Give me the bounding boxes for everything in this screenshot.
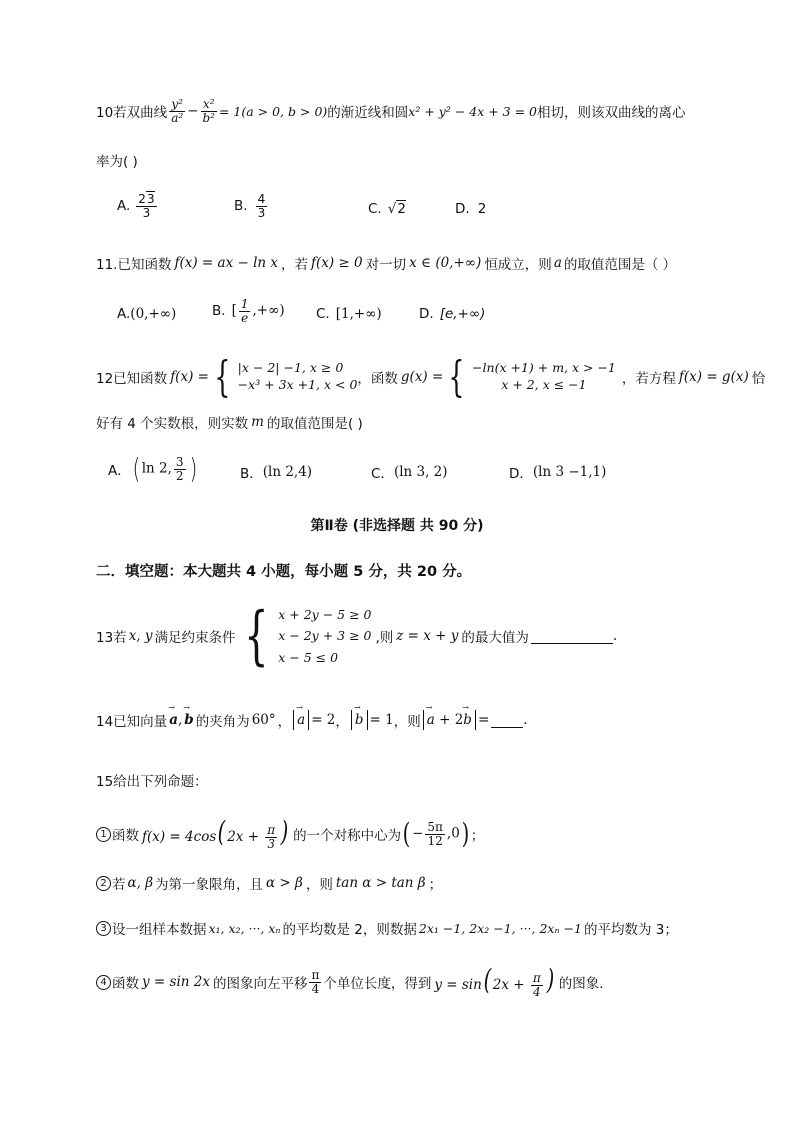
q12-line1: 12已知函数 f(x) = { |x − 2| −1, x ≥ 0 −x³ + 3x +1, x < 0 ，函数 g(x) = { −ln(x +1) + m, x > −1 x + 2, x ≤ −1 ，若方程 f(x) = g(x) 恰 [96, 352, 766, 401]
q11-option-d[interactable]: D. [e,+∞) [419, 306, 486, 322]
q12-option-a[interactable]: A． ( ln 2, $\frac{3}{2}$ ) [108, 452, 197, 485]
q14-answer-blank[interactable] [491, 713, 523, 728]
q10-option-d[interactable]: D. 2 [455, 201, 487, 217]
q10-suffix: 相切，则该双曲线的离心 [537, 105, 686, 122]
q15-item-4: 4 函数 y = sin 2x 的图象向左平移 $\frac{\pi}{4}$ 个单位长度，得到 y = sin( 2x + $\frac{\pi}{4}$ ) 的图象. [96, 966, 604, 999]
q15-item-3: 3 设一组样本数据 x₁, x₂, ···, xₙ 的平均数是 2，则数据 2x₁ −1, 2x₂ −1, ···, 2xₙ −1 的平均数为 3； [96, 918, 678, 938]
q11-option-a[interactable]: A. (0,+∞) [117, 306, 177, 322]
q10-frac1: $\frac{\text{y²}}{\text{a²}}$ [171, 97, 184, 125]
q11-option-b[interactable]: B. [ $\frac{1}{e}$ ,+∞) [212, 297, 285, 325]
q12-option-c[interactable]: C． (ln 3, 2) [371, 464, 448, 482]
q10-line1: 10若双曲线 $\frac{\text{y²}}{\text{a²}}$ − $\frac{\text{x²}}{\text{b²}}$ = 1(a > 0, b > 0) 的渐近线和圆 x² + y² − 4x + 3 = 0 相切，则该双曲线的离心 [96, 97, 686, 125]
q10-mid: 的渐近线和圆 [327, 105, 409, 122]
q12-option-d[interactable]: D． (ln 3 −1,1) [509, 464, 607, 482]
q10-prefix: 10若双曲线 [96, 105, 168, 122]
section2-title: 二．填空题：本大题共 4 小题，每小题 5 分，共 20 分。 [96, 564, 472, 580]
q15-intro: 15给出下列命题： [96, 774, 208, 790]
part2-title: 第Ⅱ卷 (非选择题 共 90 分) [310, 518, 484, 534]
q10-cond: = 1(a > 0, b > 0) [218, 103, 328, 119]
q15-item-1: 1 函数 f(x) = 4cos( 2x + $\frac{\pi}{3}$ ) 的一个对称中心为 ( − $\frac{5\pi}{12}$ ,0 ) ； [96, 818, 484, 851]
q10-option-c[interactable]: C. √2 [368, 201, 406, 217]
q12-f-cases: |x − 2| −1, x ≥ 0 −x³ + 3x +1, x < 0 [237, 360, 358, 392]
q10-line2: 率为( ) [96, 154, 138, 170]
q10-circle: x² + y² − 4x + 3 = 0 [408, 103, 538, 119]
q11-option-c[interactable]: C. [1,+∞) [316, 306, 382, 322]
q10-frac2: $\frac{\text{x²}}{\text{b²}}$ [202, 97, 215, 125]
q13-constraints: x + 2y − 5 ≥ 0 x − 2y + 3 ≥ 0 x − 5 ≤ 0 [278, 607, 372, 665]
q12-line2: 好有 4 个实数根，则实数 m 的取值范围是( ) [96, 414, 363, 432]
q12-g-cases: −ln(x +1) + m, x > −1 x + 2, x ≤ −1 [472, 360, 616, 392]
q13-line: 13若 x, y 满足约束条件 { x + 2y − 5 ≥ 0 x − 2y + 3 ≥ 0 x − 5 ≤ 0 ,则 z = x + y 的最大值为 . [96, 599, 618, 673]
q12-option-b[interactable]: B． (ln 2,4) [240, 464, 313, 482]
q10-option-a[interactable]: A. $\frac{23}{3}$ [117, 192, 155, 220]
q11-function: f(x) = ax − ln x [174, 255, 278, 271]
q15-item-2: 2 若 α, β 为第一象限角，且 α > β ，则 tan α > tan β ； [96, 873, 442, 893]
q11-line: 11.已知函数 f(x) = ax − ln x ，若 f(x) ≥ 0 对一切 x ∈ (0,+∞) 恒成立，则 a 的取值范围是（ ） [96, 255, 677, 273]
q10-option-b[interactable]: B. $\frac{4}{3}$ [234, 192, 266, 220]
q13-answer-blank[interactable] [531, 629, 613, 644]
q14-line: 14已知向量 → a,→ b 的夹角为 60° ， → a = 2 ， → b = 1 ，则 → a + 2→ b = . [96, 710, 528, 730]
